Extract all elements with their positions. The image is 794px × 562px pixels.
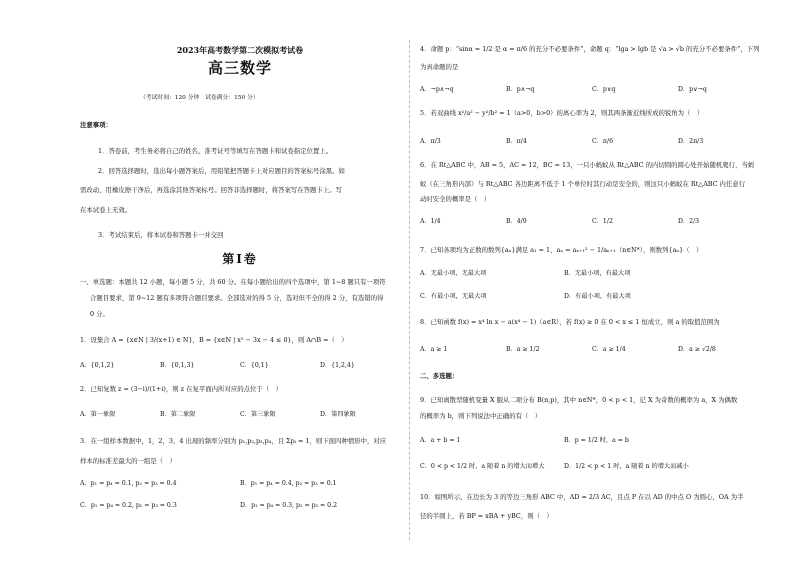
question-4-stem: 4．命题 p：“sinα = 1/2 是 α = π/6 的充分不必要条件”，命题 q：“lga > lgb 是 √a > √b 的充分不必要条件”，下列: [420, 45, 760, 53]
q8-option-c: C．a ≥ 1/4: [592, 346, 626, 353]
notice-line: 需改动，用橡皮擦干净后，再选涂其他答案标号。回答非选择题时，将答案写在答题卡上。写: [80, 186, 343, 194]
q7-option-a: A．无最小项，无最大项: [420, 270, 487, 277]
question-7-stem: 7．已知各项均为正数的数列{aₙ}满足 a₁ = 1，aₙ = aₙ₊₁² − 1/aₙ₊₁（n∈N*），则数列{aₙ}（ ）: [420, 246, 703, 254]
q2-option-d: D．第四象限: [320, 411, 356, 418]
notice-line: 3．考试结束后，将本试卷和答题卡一并交回: [98, 231, 224, 239]
volume-title: 第Ⅰ卷: [222, 252, 258, 266]
notice-line: 2．回答选择题时，选出每小题答案后，用铅笔把答题卡上对应题目的答案标号涂黑。如: [98, 167, 345, 175]
q2-option-c: C．第三象限: [240, 411, 276, 418]
q6-option-b: B．4/9: [506, 218, 527, 225]
q8-option-a: A．a ≥ 1: [420, 346, 448, 353]
right-column: [420, 0, 764, 562]
notice-line: 1．答卷前，考生务必将自己的姓名、准考证号等填写在答题卡和试卷指定位置上。: [98, 147, 333, 155]
column-divider: [409, 40, 411, 540]
q3-option-c: C．p₁ = p₄ = 0.2, p₂ = p₃ = 0.3: [80, 502, 177, 509]
q1-option-b: B．{0,1,3}: [160, 362, 195, 369]
q8-option-b: B．a ≥ 1/2: [506, 346, 540, 353]
q1-option-d: D．{1,2,4}: [320, 362, 355, 369]
q1-option-a: A．{0,1,2}: [80, 362, 115, 369]
question-3-stem: 样本的标准差最大的一组是（ ）: [80, 457, 176, 465]
q9-option-a: A．a + b = 1: [420, 437, 461, 444]
q7-option-d: D．有最小项，有最大项: [564, 293, 631, 300]
question-6-stem: 动时安全的概率是（ ）: [420, 195, 491, 203]
q3-option-b: B．p₁ = p₄ = 0.4, p₂ = p₃ = 0.1: [240, 480, 337, 487]
exam-info: （考试时间：120 分钟 试卷满分：150 分）: [140, 95, 259, 101]
exam-header: 2023年高考数学第二次模拟考试卷: [176, 45, 304, 55]
question-3-stem: 3．在一组样本数据中，1，2，3，4 出现的频率分别为 p₁,p₂,p₃,p₄，且 Σpᵢ = 1，则下面四种情形中，对应: [80, 437, 387, 445]
section-heading: 二、多选题：: [420, 372, 459, 380]
q9-option-c: C．0 < p < 1/2 时，a 随着 n 的增大而增大: [420, 463, 545, 470]
section-text: 合题目要求，第 9~12 题有多项符合题目要求。全部选对的得 5 分，选对但不全的得 2 分，有选错的得: [90, 294, 384, 302]
question-8-stem: 8．已知函数 f(x) = x⁴ ln x − a(x⁴ − 1)（a∈R），若 f(x) ≥ 0 在 0 < x ≤ 1 恒成立，则 a 的取值范围为: [420, 318, 720, 326]
q4-option-b: B．p∧¬q: [506, 86, 535, 93]
question-9-stem: 9．已知离散型随机变量 X 服从二项分布 B(n,p)，其中 n∈N*，0 < p < 1，记 X 为奇数的概率为 a，X 为偶数: [420, 396, 738, 404]
question-10-stem: 10．如图所示，在边长为 3 的等边三角形 ABC 中，AD = 2/3 AC，且点 P 在以 AD 的中点 O 为圆心，OA 为半: [420, 493, 744, 501]
left-column: [80, 0, 400, 562]
question-5-stem: 5．若双曲线 x²/a² − y²/b² = 1（a>0，b>0）的离心率为 2，则其两条渐近线所成的锐角为（ ）: [420, 109, 704, 117]
q6-option-a: A．1/4: [420, 218, 441, 225]
question-6-stem: 6．在 Rt△ABC 中，AB = 5，AC = 12，BC = 13，一只小蚂蚁从 Rt△ABC 的内切圆的圆心处开始随机爬行，当蚂: [420, 161, 755, 169]
question-10-stem: 径的半圆上，若 BP = xBA + yBC，则（ ）: [420, 512, 553, 520]
q3-option-a: A．p₁ = p₄ = 0.1, p₂ = p₃ = 0.4: [80, 480, 177, 487]
question-2-stem: 2．已知复数 z = (3−i)/(1+i)，则 z 在复平面内所对应的点位于（ ）: [80, 385, 282, 393]
q2-option-b: B．第二象限: [160, 411, 196, 418]
q7-option-b: B．无最小项，有最大项: [564, 270, 631, 277]
section-text: 一、单选题：本题共 12 小题，每小题 5 分，共 60 分。在每小题给出的四个选项中，第 1~8 题只有一项符: [80, 278, 386, 286]
question-4-stem: 为真命题的是: [420, 63, 459, 71]
q6-option-c: C．1/2: [592, 218, 613, 225]
q5-option-b: B．π/4: [506, 138, 527, 145]
q9-option-b: B．p = 1/2 时，a = b: [564, 437, 629, 444]
q9-option-d: D．1/2 < p < 1 时，a 随着 n 的增大而减小: [564, 463, 689, 470]
question-9-stem: 的概率为 b，则下列说法中正确的有（ ）: [420, 412, 542, 420]
q5-option-d: D．2π/3: [678, 138, 704, 145]
q8-option-d: D．a ≥ √2/8: [678, 346, 716, 353]
q5-option-a: A．π/3: [420, 138, 441, 145]
q4-option-a: A．¬p∧¬q: [420, 86, 454, 93]
q2-option-a: A．第一象限: [80, 411, 116, 418]
notice-line: 在本试卷上无效。: [80, 206, 132, 214]
q4-option-c: C．p∨q: [592, 86, 616, 93]
question-6-stem: 蚁（在三角形内部）与 Rt△ABC 各边距离不低于 1 个单位时其行动是安全的，则这只小蚂蚁在 Rt△ABC 内任意行: [420, 180, 746, 188]
q6-option-d: D．2/3: [678, 218, 700, 225]
q1-option-c: C．{0,1}: [240, 362, 269, 369]
q4-option-d: D．p∨¬q: [678, 86, 707, 93]
page-title: 高三数学: [207, 59, 272, 77]
section-text: 0 分。: [90, 310, 109, 318]
q7-option-c: C．有最小项，无最大项: [420, 293, 487, 300]
question-1-stem: 1．设集合 A = {x∈N | 3/(x+1) ∈ N}，B = {x∈N | x² − 3x − 4 ≤ 0}，则 A∩B =（ ）: [80, 336, 348, 344]
q3-option-d: D．p₁ = p₄ = 0.3, p₂ = p₃ = 0.2: [240, 502, 337, 509]
notice-heading: 注意事项：: [80, 121, 112, 129]
q5-option-c: C．π/6: [592, 138, 614, 145]
